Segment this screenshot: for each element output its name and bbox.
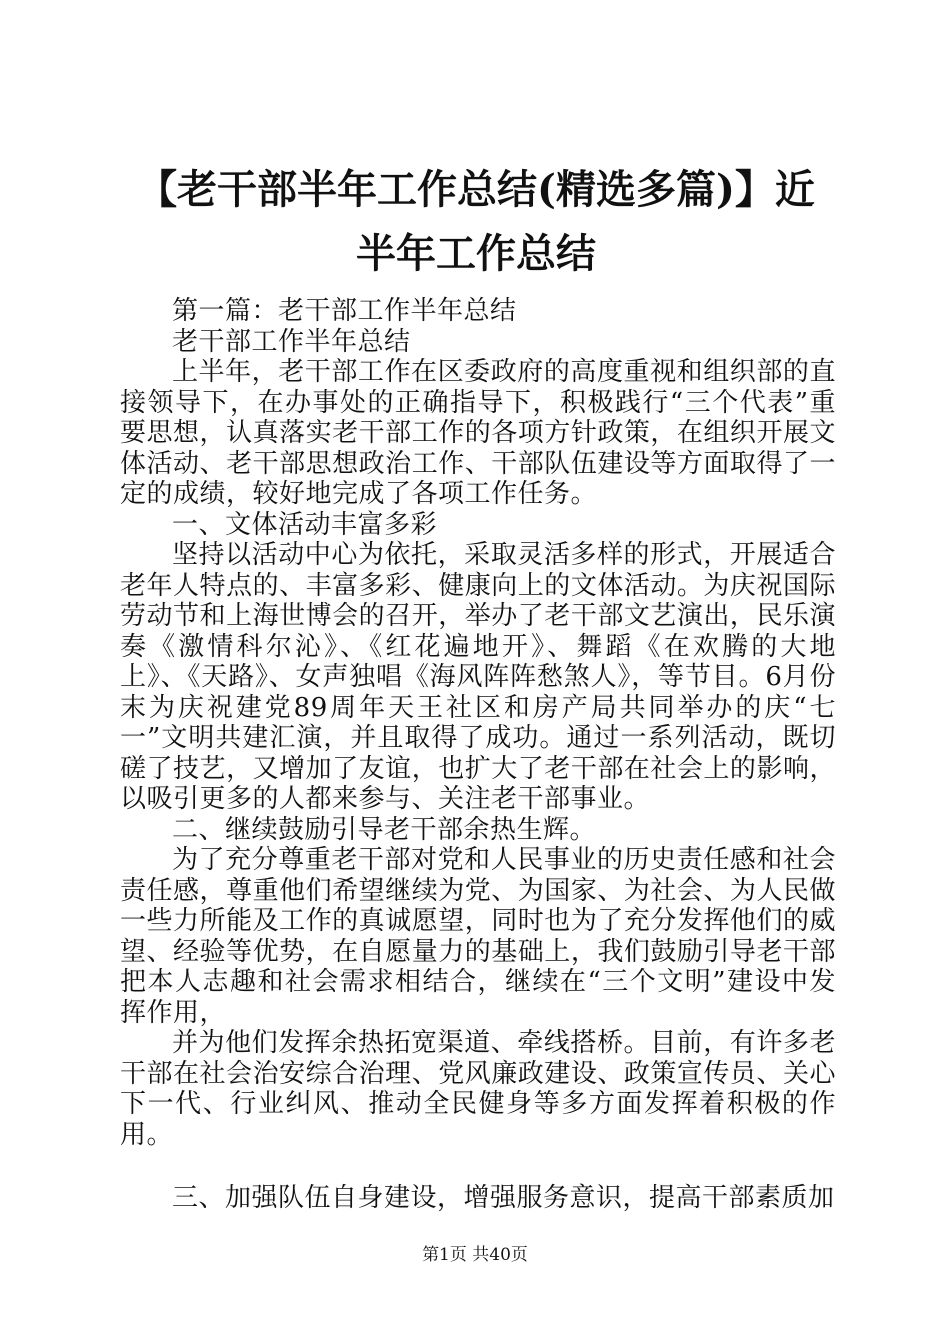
paragraph-encourage: 为了充分尊重老干部对党和人民事业的历史责任感和社会责任感，尊重他们希望继续为党、为国家、为社会、为人民做一些力所能及工作的真诚愿望，同时也为了充分发挥他们的威望、经验等优势，在自愿量力的基础上，我们鼓励引导老干部把本人志趣和社会需求相结合，继续在“三个文明”建设中发挥作用， (120, 845, 836, 1028)
paragraph-section-heading-1: 第一篇：老干部工作半年总结 (172, 296, 517, 326)
paragraph-heading-activities: 一、文体活动丰富多彩 (172, 509, 438, 540)
paragraph-gap (120, 1150, 836, 1183)
paragraph-activities: 坚持以活动中心为依托，采取灵活多样的形式，开展适合老年人特点的、丰富多彩、健康向上的文体活动。为庆祝国际劳动节和上海世博会的召开，举办了老干部文艺演出，民乐演奏《激情科尔沁》、《红花遍地开》、舞蹈《在欢腾的大地上》、《天路》、女声独唱《海风阵阵愁煞人》，等节目。6月份末为庆祝建党89周年天王社区和房产局共同举办的庆“七一”文明共建汇演，并且取得了成功。通过一系列活动，既切磋了技艺，又增加了友谊，也扩大了老干部在社会上的影响，以吸引更多的人都来参与、关注老干部事业。 (120, 540, 836, 814)
paragraph-heading-encourage: 二、继续鼓励引导老干部余热生辉。 (172, 814, 597, 845)
paragraph-channels: 并为他们发挥余热拓宽渠道、牵线搭桥。目前，有许多老干部在社会治安综合治理、党风廉政建设、政策宣传员、关心下一代、行业纠风、推动全民健身等多方面发挥着积极的作用。 (120, 1028, 836, 1150)
page-footer: 第1页 共40页 (422, 1245, 528, 1265)
paragraph-subtitle: 老干部工作半年总结 (172, 326, 411, 357)
paragraph-heading-team: 三、加强队伍自身建设，增强服务意识，提高干部素质加 (172, 1183, 835, 1213)
document-title: 【老干部半年工作总结(精选多篇)】近半年工作总结 (137, 166, 815, 277)
document-body (120, 296, 836, 1214)
paragraph-intro: 上半年，老干部工作在区委政府的高度重视和组织部的直接领导下，在办事处的正确指导下，积极践行“三个代表”重要思想，认真落实老干部工作的各项方针政策，在组织开展文体活动、老干部思想政治工作、干部队伍建设等方面取得了一定的成绩，较好地完成了各项工作任务。 (120, 357, 836, 509)
